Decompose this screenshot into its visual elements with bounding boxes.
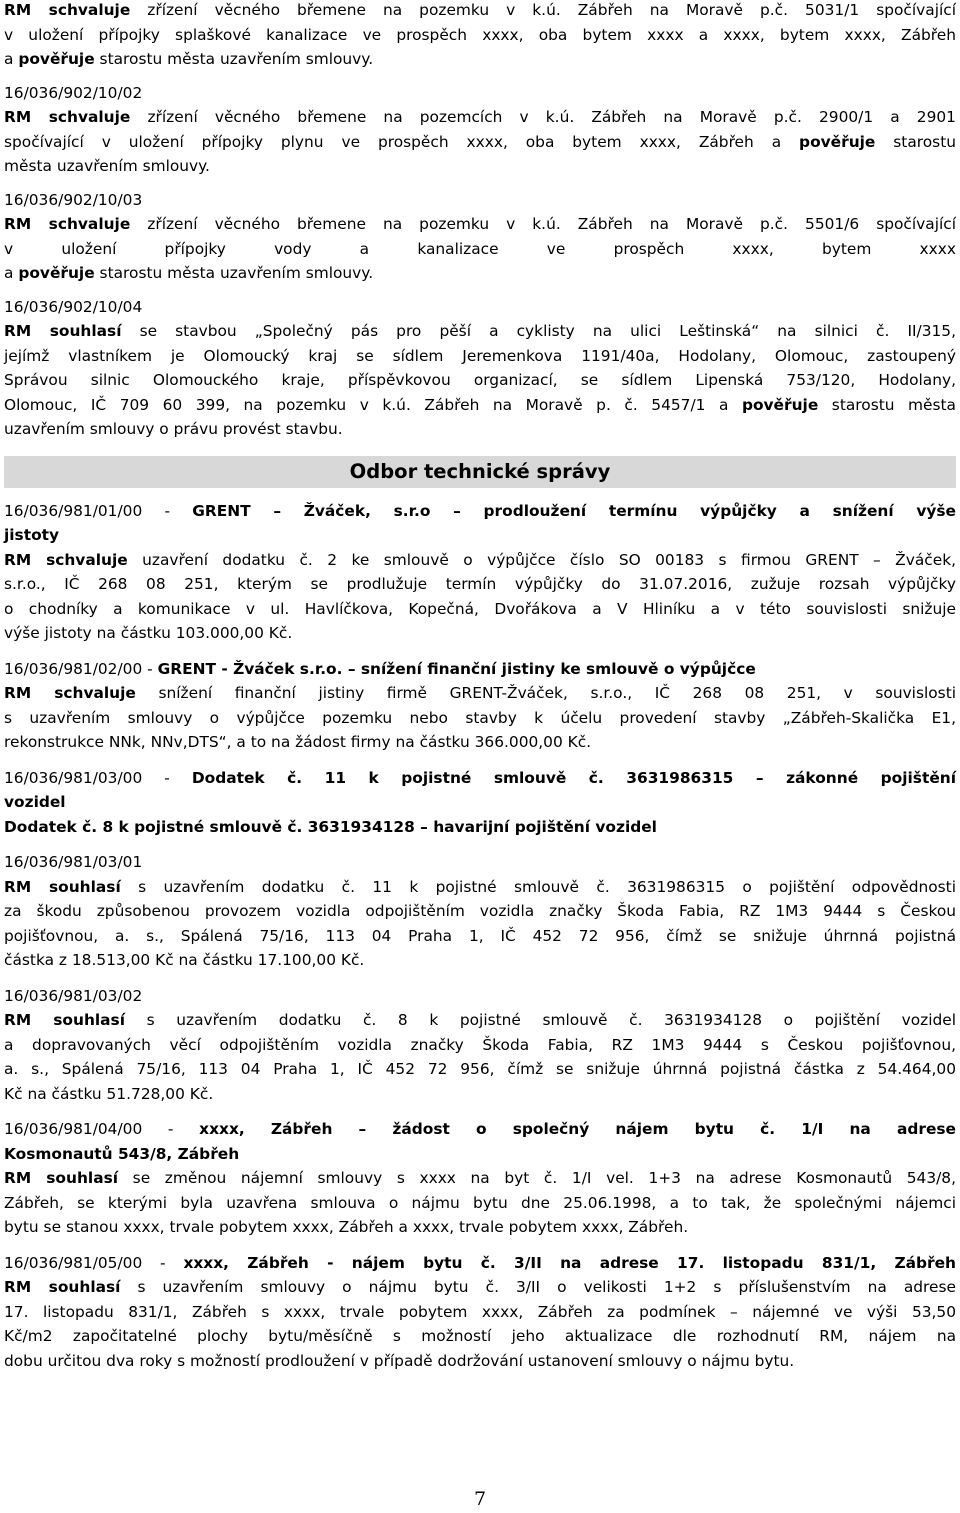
resolution-paragraph [4,0,956,72]
text-line: s.r.o., IČ 268 08 251, kterým se prodlužuje termín výpůjčky do 31.07.2016, zužuje rozsah výpůjčky [4,575,956,593]
agenda-item [4,766,956,840]
item-id: 16/036/981/03/00 - [4,768,192,787]
verdict-label: RM souhlasí [4,322,122,340]
text-line: RM schvaluje zřízení věcného břemene na pozemcích v k.ú. Zábřeh na Moravě p.č. 2900/1 a 2901 [4,108,956,126]
text-line: jejímž vlastníkem je Olomoucký kraj se sídlem Jeremenkova 1191/40a, Hodolany, Olomouc, zastoupený [4,346,956,365]
verdict-label: RM souhlasí [4,1169,119,1187]
text-line: RM schvaluje zřízení věcného břemene na pozemku v k.ú. Zábřeh na Moravě p.č. 5031/1 spočívající [4,1,956,19]
item-id: 16/036/981/04/00 - [4,1120,200,1138]
document-page [4,0,956,1373]
item-title-cont: jistoty [4,526,60,544]
text-line: RM souhlasí se změnou nájemní smlouvy s xxxx na byt č. 1/I vel. 1+3 na adrese Kosmonautů 543/8, [4,1169,956,1187]
text-line: bytu se stanou xxxx, trvale pobytem xxxx, Zábřeh a xxxx, trvale pobytem xxxx, Zábřeh. [4,1218,689,1236]
text-line: s uzavřením smlouvy o výpůjčce pozemku nebo stavby k účelu provedení stavby „Zábřeh-Skalička E1, [4,708,956,727]
text-line: města uzavřením smlouvy. [4,157,210,175]
text-line: RM schvaluje uzavření dodatku č. 2 ke smlouvě o výpůjčce číslo SO 00183 s firmou GRENT – Žváček, [4,550,956,569]
verdict-label: pověřuje [741,395,819,414]
agenda-item [4,984,956,1107]
verdict-label: RM schvaluje [4,215,131,233]
text-line: RM souhlasí s uzavřením smlouvy o nájmu bytu č. 3/II o velikosti 1+2 s příslušenstvím na adrese [4,1278,956,1296]
text-line: částka z 18.513,00 Kč na částku 17.100,00 Kč. [4,951,365,969]
text-line: a pověřuje starostu města uzavřením smlouvy. [4,50,374,68]
item-title: 16/036/981/05/00 - xxxx, Zábřeh - nájem bytu č. 3/II na adrese 17. listopadu 831/1, Zábřeh [4,1253,956,1272]
text-line: RM souhlasí s uzavřením dodatku č. 8 k pojistné smlouvě č. 3631934128 o pojištění vozidel [4,1011,956,1029]
text-line: o chodníky a komunikace v ul. Havlíčkova, Kopečná, Dvořákova a V Hliníku a v této souvislosti snižuje [4,599,956,618]
agenda-item [4,657,956,755]
verdict-label: RM souhlasí [4,1011,125,1029]
item-id: 16/036/981/02/00 - [4,659,158,678]
text-line: výše jistoty na částku 103.000,00 Kč. [4,624,293,642]
verdict-label: pověřuje [18,264,95,282]
section-heading-text: Odbor technické správy [349,460,611,483]
item-title: 16/036/981/01/00 - GRENT – Žváček, s.r.o – prodloužení termínu výpůjčky a snížení výše [4,501,956,520]
resolution-id: 16/036/902/10/04 [4,297,143,316]
text-line: spočívající v uložení přípojky plynu ve prospěch xxxx, oba bytem xxxx, Zábřeh a pověřuje starostu [4,132,956,151]
text-line: a. s., Spálená 75/16, 113 04 Praha 1, IČ 452 72 956, čímž se snižuje úhrnná pojistná částka z 54.464,00 [4,1060,956,1078]
verdict-label: RM schvaluje [4,108,131,126]
text-line: za škodu způsobenou provozem vozidla odpojištěním vozidla značky Škoda Fabia, RZ 1M3 9444 s Českou [4,902,956,920]
item-title-cont: Kosmonautů 543/8, Zábřeh [4,1144,240,1163]
resolution-id: 16/036/902/10/02 [4,83,143,102]
text-line: v uložení přípojky vody a kanalizace ve prospěch xxxx, bytem xxxx [4,239,956,258]
verdict-label: RM schvaluje [4,684,136,702]
text-line: RM souhlasí se stavbou „Společný pás pro pěší a cyklisty na ulici Leštinská“ na silnici č. II/315, [4,322,956,340]
resolution-paragraph [4,188,956,286]
agenda-item [4,1117,956,1240]
resolution-paragraph [4,81,956,179]
item-subtitle: Dodatek č. 8 k pojistné smlouvě č. 3631934128 – havarijní pojištění vozidel [4,817,657,836]
verdict-label: pověřuje [18,50,95,68]
verdict-label: RM schvaluje [4,1,131,19]
text-line: dobu určitou dva roky s možností prodloužení v případě dodržování ustanovení smlouvy o nájmu bytu. [4,1351,795,1370]
item-title: 16/036/981/02/00 - GRENT - Žváček s.r.o. – snížení finanční jistiny ke smlouvě o výpůjčce [4,659,756,678]
text-line: RM souhlasí s uzavřením dodatku č. 11 k pojistné smlouvě č. 3631986315 o pojištění odpovědnosti [4,877,956,896]
agenda-item [4,1251,956,1374]
text-line: a dopravovaných věcí odpojištěním vozidla značky Škoda Fabia, RZ 1M3 9444 s Českou pojišťovnou, [4,1035,956,1054]
text-line: Zábřeh, se kterými byla uzavřena smlouva o nájmu bytu dne 25.06.1998, a to tak, že společnými nájemci [4,1193,956,1212]
resolution-id: 16/036/902/10/03 [4,190,143,209]
verdict-label: RM schvaluje [4,550,128,569]
text-line: 17. listopadu 831/1, Zábřeh s xxxx, trvale pobytem xxxx, Zábřeh za podmínek – nájemné ve výši 53,50 [4,1302,956,1321]
text-line: uzavřením smlouvy o právu provést stavbu. [4,420,343,438]
verdict-label: RM souhlasí [4,877,121,896]
text-line: rekonstrukce NNk, NNv,DTS“, a to na žádost firmy na částku 366.000,00 Kč. [4,733,592,751]
page-number: 7 [473,1488,487,1510]
resolution-paragraph [4,295,956,442]
agenda-item [4,499,956,646]
text-line: Kč/m2 započitatelné plochy bytu/měsíčně s možností jeho aktualizace dle rozhodnutí RM, nájem na [4,1327,956,1345]
resolution-id: 16/036/981/03/01 [4,853,143,871]
text-line: Olomouc, IČ 709 60 399, na pozemku v k.ú. Zábřeh na Moravě p. č. 5457/1 a pověřuje starostu města [4,395,956,414]
agenda-item [4,850,956,973]
item-title-cont: vozidel [4,793,66,811]
text-line: pojišťovnou, a. s., Spálená 75/16, 113 04 Praha 1, IČ 452 72 956, čímž se snižuje úhrnná pojistná [4,926,956,945]
verdict-label: RM souhlasí [4,1278,121,1296]
section-heading [4,456,956,488]
verdict-label: pověřuje [799,132,876,151]
text-line: RM schvaluje zřízení věcného břemene na pozemku v k.ú. Zábřeh na Moravě p.č. 5501/6 spočívající [4,215,956,233]
item-id: 16/036/981/01/00 - [4,501,193,520]
item-title: 16/036/981/03/00 - Dodatek č. 11 k pojistné smlouvě č. 3631986315 – zákonné pojištění [4,768,956,787]
text-line: RM schvaluje snížení finanční jistiny firmě GRENT-Žváček, s.r.o., IČ 268 08 251, v souvislosti [4,684,956,702]
resolution-id: 16/036/981/03/02 [4,986,143,1005]
text-line: v uložení přípojky splaškové kanalizace ve prospěch xxxx, oba bytem xxxx a xxxx, bytem xxxx, Zábřeh [4,25,956,44]
item-title: 16/036/981/04/00 - xxxx, Zábřeh – žádost o společný nájem bytu č. 1/I na adrese [4,1120,956,1138]
item-id: 16/036/981/05/00 - [4,1253,184,1272]
text-line: a pověřuje starostu města uzavřením smlouvy. [4,264,374,282]
text-line: Správou silnic Olomouckého kraje, příspěvkovou organizací, se sídlem Lipenská 753/120, Hodolany, [4,371,956,389]
text-line: Kč na částku 51.728,00 Kč. [4,1084,214,1103]
